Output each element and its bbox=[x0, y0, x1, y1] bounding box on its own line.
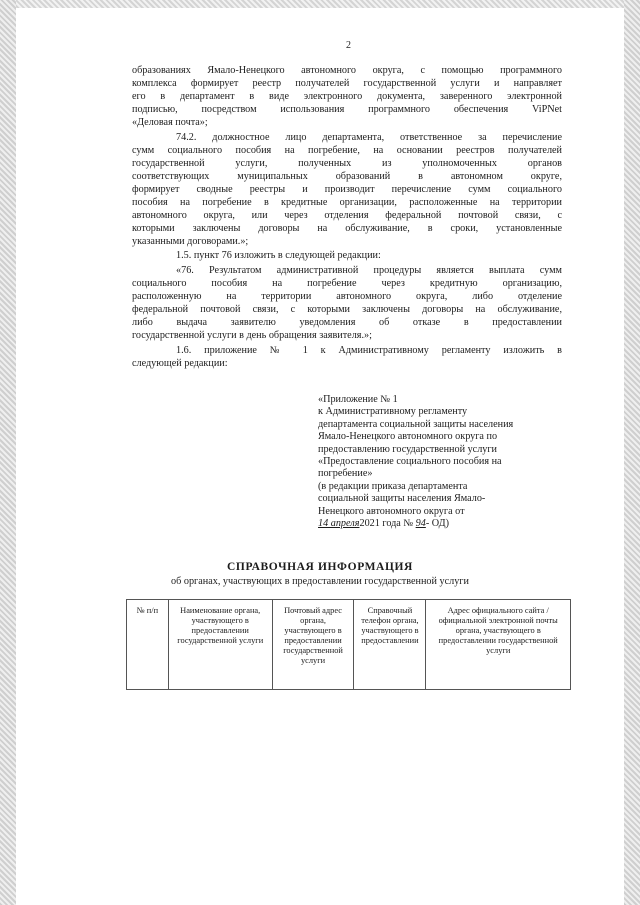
appendix-line: департамента социальной защиты населения bbox=[318, 418, 514, 430]
text-line: сумм социального пособия на погребение, на основании реестров получателей bbox=[132, 145, 562, 156]
text-line: следующей редакции: bbox=[132, 358, 228, 369]
appendix-line: Ненецкого автономного округа от bbox=[318, 505, 465, 517]
appendix-line: к Административному регламенту bbox=[318, 406, 468, 418]
scan-border-right bbox=[624, 0, 640, 905]
text-line: государственной услуги, полученных из уполномоченных органов bbox=[132, 158, 562, 169]
scan-border-top bbox=[0, 0, 640, 8]
appendix-order-line bbox=[318, 518, 558, 530]
text-line: его в департамент в виде электронного документа, заверенного электронной bbox=[132, 91, 562, 102]
appendix-line: «Приложение № 1 bbox=[318, 394, 398, 405]
text-line: либо выдача заявителю уведомления об отказе в предоставлении bbox=[132, 317, 562, 328]
document-page bbox=[16, 8, 624, 905]
appendix-line: Ямало-Ненецкого автономного округа по bbox=[318, 431, 498, 443]
reference-subtitle: об органах, участвующих в предоставлении государственной услуги bbox=[171, 576, 469, 587]
text-line: автономного округа, или через отделения федеральной почтовой связи, с bbox=[132, 210, 562, 221]
page-number: 2 bbox=[346, 40, 351, 51]
text-line: федеральной почтовой связи, с которыми заключены договоры на обслуживание, bbox=[132, 304, 562, 315]
text-line: 1.5. пункт 76 изложить в следующей редакции: bbox=[176, 250, 381, 261]
text-line: указанными договорами.»; bbox=[132, 236, 249, 247]
table-header-cell: Адрес официального сайта /официальной электронной почты органа, участвующего в предоставлении государственной услуги bbox=[426, 600, 571, 690]
text-line: государственной услуги в день обращения заявителя.»; bbox=[132, 330, 372, 341]
text-line: комплекса формирует реестр получателей государственной услуги и направляет bbox=[132, 78, 562, 89]
text-line: формирует сводные реестры и производит перечисление сумм социального bbox=[132, 184, 562, 195]
text-line: пособия на погребение в кредитные организации, расположенные на территории bbox=[132, 197, 562, 208]
appendix-line: «Предоставление социального пособия на bbox=[318, 456, 502, 468]
table-header-cell: Почтовый адрес органа, участвующего в предоставлении государственной услуги bbox=[272, 600, 354, 690]
text-line: подписью, посредством использования программного обеспечения ViPNet bbox=[132, 104, 562, 115]
text-line: «76. Результатом административной процедуры является выплата сумм bbox=[176, 265, 562, 276]
table-header-row bbox=[127, 600, 571, 690]
appendix-line: предоставлению государственной услуги bbox=[318, 443, 498, 455]
text-line: 1.6. приложение № 1 к Административному регламенту изложить в bbox=[176, 345, 562, 356]
order-suffix: - ОД) bbox=[425, 518, 449, 530]
appendix-line: социальной защиты населения Ямало- bbox=[318, 493, 486, 505]
handwritten-date: 14 апреля bbox=[318, 518, 360, 530]
appendix-line: (в редакции приказа департамента bbox=[318, 480, 468, 492]
text-line: соответствующих муниципальных образований в автономном округе, bbox=[132, 171, 562, 182]
text-line: которыми заключены договоры на обслуживание, в сроки, установленные bbox=[132, 223, 562, 234]
order-year: 2021 года № bbox=[359, 518, 416, 530]
scan-border-left bbox=[0, 0, 16, 905]
appendix-header bbox=[318, 394, 558, 530]
table-header-cell: Наименование органа, участвующего в предоставлении государственной услуги bbox=[168, 600, 272, 690]
text-line: расположенную на территории автономного округа, либо отделение bbox=[132, 291, 562, 302]
appendix-line: погребение» bbox=[318, 468, 373, 480]
text-line: образованиях Ямало-Ненецкого автономного округа, с помощью программного bbox=[132, 65, 562, 76]
text-line: 74.2. должностное лицо департамента, ответственное за перечисление bbox=[176, 132, 562, 143]
handwritten-number: 94 bbox=[415, 518, 426, 530]
table-header-cell: № п/п bbox=[127, 600, 169, 690]
table-header-cell: Справочный телефон органа, участвующего в предоставлении bbox=[354, 600, 426, 690]
text-line: «Деловая почта»; bbox=[132, 117, 208, 128]
reference-title: СПРАВОЧНАЯ ИНФОРМАЦИЯ bbox=[227, 561, 413, 573]
text-line: социального пособия на погребение через кредитную организацию, bbox=[132, 278, 562, 289]
reference-table bbox=[126, 599, 571, 690]
